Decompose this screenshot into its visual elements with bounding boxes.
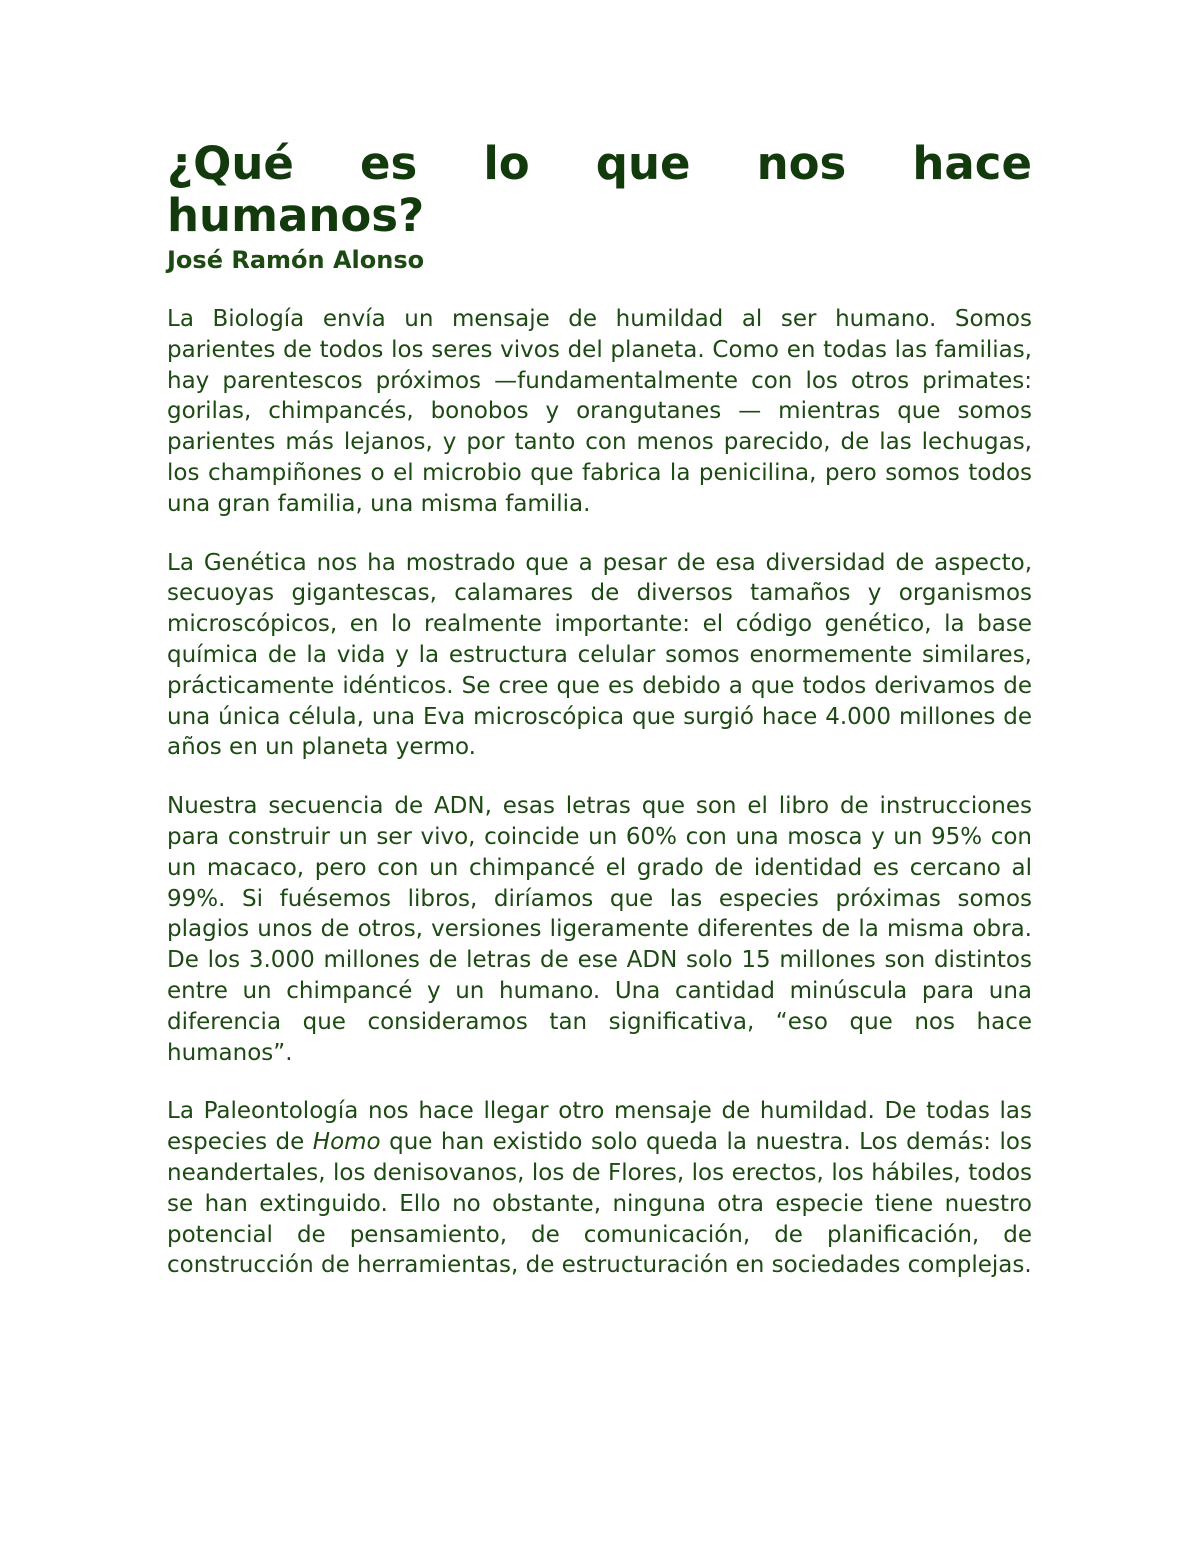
paragraph-genetica: La Genética nos ha mostrado que a pesar de esa diversidad de aspecto, secuoyas gigantescas, calamares de diversos tamaños y organismos microscópicos, en lo realmente importante: el código genético, la base química de la vida y la estructura celular somos enormemente similares, prácticamente idénticos. Se cree que es debido a que todos derivamos de una única célula, una Eva microscópica que surgió hace 4.000 millones de años en un planeta yermo. [167,549,1032,761]
paragraph-paleontologia-text-2: que han existido solo queda la nuestra. Los demás: los neandertales, los denisovanos, los de Flores, los erectos, los hábiles, todos se han extinguido. Ello no obstante, ninguna otra especie tiene nuestro potencial de pensamiento, de comunicación, de planificación, de construcción de herramientas, de estructuración en sociedades complejas. [167,1129,1032,1279]
paragraph-paleontologia-text-1: La Paleontología nos hace llegar otro mensaje de humildad. De todas las especies de [167,1098,1032,1156]
document-page [167,138,1032,1281]
paragraph-adn: Nuestra secuencia de ADN, esas letras que son el libro de instrucciones para construir un ser vivo, coincide un 60% con una mosca y un 95% con un macaco, pero con un chimpancé el grado de identidad es cercano al 99%. Si fuésemos libros, diríamos que las especies próximas somos plagios unos de otros, versiones ligeramente diferentes de la misma obra. De los 3.000 millones de letras de ese ADN solo 15 millones son distintos entre un chimpancé y un humano. Una cantidad minúscula para una diferencia que consideramos tan significativa, “eso que nos hace humanos”. [167,793,1032,1066]
species-homo-italic: Homo [312,1129,381,1156]
paragraph-paleontologia [167,1096,1032,1281]
document-title: ¿Qué es lo que nos hace humanos? [167,137,1032,242]
document-author: José Ramón Alonso [167,246,425,274]
paragraph-biologia: La Biología envía un mensaje de humildad al ser humano. Somos parientes de todos los seres vivos del planeta. Como en todas las familias, hay parentescos próximos —fundamentalmente con los otros primates: gorilas, chimpancés, bonobos y orangutanes — mientras que somos parientes más lejanos, y por tanto con menos parecido, de las lechugas, los champiñones o el microbio que fabrica la penicilina, pero somos todos una gran familia, una misma familia. [167,306,1032,517]
